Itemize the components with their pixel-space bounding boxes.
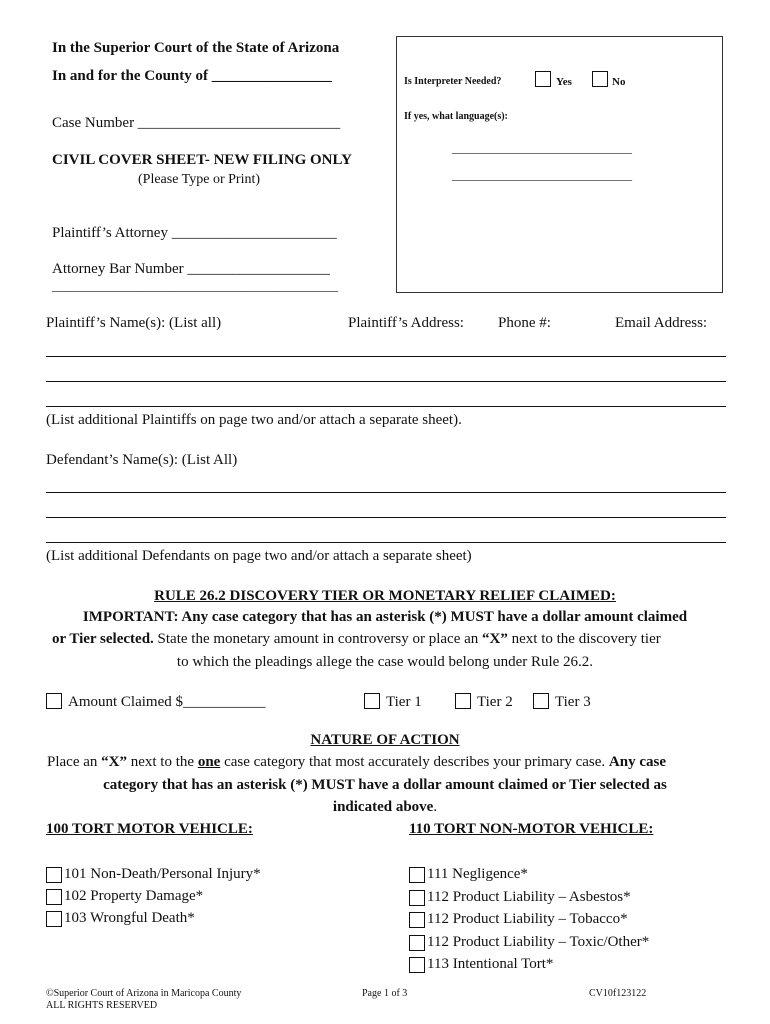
case-category-110-checkbox[interactable]: [409, 867, 425, 883]
nature-line3-bold: indicated above: [332, 799, 434, 815]
rule-line2-x: “X”: [482, 631, 508, 647]
amount-claimed-checkbox[interactable]: [46, 693, 62, 709]
case-category-110-label: 112 Product Liability – Tobacco*: [427, 911, 628, 927]
rule-line3: to which the pleadings allege the case would belong under Rule 26.2.: [176, 654, 594, 670]
interpreter-no-checkbox[interactable]: [592, 71, 608, 87]
amount-claimed-field[interactable]: Amount Claimed $___________: [68, 694, 266, 710]
nature-line1-a: Place an: [47, 754, 102, 770]
nature-line1: [47, 754, 666, 771]
nature-line2: category that has an asterisk (*) MUST have a dollar amount claimed or Tier selected as: [103, 777, 667, 793]
tier2-checkbox[interactable]: [455, 693, 471, 709]
case-category-100-checkbox[interactable]: [46, 889, 62, 905]
case-category-100-label: 101 Non-Death/Personal Injury*: [64, 866, 261, 882]
plaintiff-phone-label: Phone #:: [498, 315, 551, 331]
defendant-names-label: Defendant’s Name(s): (List All): [46, 452, 238, 468]
case-category-100-checkbox[interactable]: [46, 911, 62, 927]
tier2-label: Tier 2: [477, 694, 513, 710]
case-category-110-checkbox[interactable]: [409, 935, 425, 951]
nature-line1-b: next to the: [126, 754, 198, 770]
case-category-100-checkbox[interactable]: [46, 867, 62, 883]
case-number-field[interactable]: Case Number ___________________________: [52, 115, 341, 131]
nature-line3-end: .: [433, 799, 438, 815]
rule-heading: RULE 26.2 DISCOVERY TIER OR MONETARY RELIEF CLAIMED:: [154, 588, 616, 604]
defendant-line-1[interactable]: [46, 492, 726, 493]
defendant-note: (List additional Defendants on page two and/or attach a separate sheet): [46, 548, 472, 564]
defendant-line-3[interactable]: [46, 542, 726, 543]
interpreter-question: Is Interpreter Needed?: [404, 76, 502, 87]
tier3-checkbox[interactable]: [533, 693, 549, 709]
footer-page: Page 1 of 3: [362, 988, 408, 999]
rule-line2: [52, 631, 661, 648]
tier3-label: Tier 3: [555, 694, 591, 710]
interpreter-yes-label: Yes: [556, 76, 572, 88]
form-title: CIVIL COVER SHEET- NEW FILING ONLY: [52, 152, 352, 168]
nature-line1-bold: Any case: [608, 754, 666, 770]
county-field[interactable]: In and for the County of ________________: [52, 68, 332, 84]
nature-line1-one: one: [197, 754, 221, 770]
interpreter-box: [396, 36, 723, 293]
rule-line2-rest: State the monetary amount in controversy or place an: [153, 631, 483, 647]
footer-copyright: ©Superior Court of Arizona in Maricopa County: [46, 988, 242, 999]
footer-form-number: CV10f123122: [589, 988, 647, 999]
case-category-100-label: 103 Wrongful Death*: [64, 910, 195, 926]
nature-line3: [0, 799, 770, 816]
case-category-110-checkbox[interactable]: [409, 957, 425, 973]
case-category-110-label: 113 Intentional Tort*: [427, 956, 554, 972]
form-subtitle: (Please Type or Print): [138, 172, 261, 187]
footer-rights: ALL RIGHTS RESERVED: [46, 1000, 158, 1011]
court-name: In the Superior Court of the State of Arizona: [52, 40, 340, 56]
case-category-110-checkbox[interactable]: [409, 912, 425, 928]
plaintiff-line-3[interactable]: [46, 406, 726, 407]
nature-line1-c: case category that most accurately describes your primary case.: [220, 754, 609, 770]
nature-line1-x: “X”: [101, 754, 127, 770]
section-100-heading: 100 TORT MOTOR VEHICLE:: [46, 821, 253, 837]
rule-important: IMPORTANT: Any case category that has an asterisk (*) MUST have a dollar amount claimed: [82, 609, 688, 625]
tier1-label: Tier 1: [386, 694, 422, 710]
case-category-100-label: 102 Property Damage*: [64, 888, 204, 904]
plaintiff-email-label: Email Address:: [615, 315, 708, 331]
language-question: If yes, what language(s):: [404, 111, 508, 122]
plaintiff-names-label: Plaintiff’s Name(s): (List all): [46, 315, 222, 331]
rule-line2-end: next to the discovery tier: [507, 631, 661, 647]
attorney-bar-extra-line[interactable]: ____________________________________________: [52, 278, 338, 293]
nature-heading: NATURE OF ACTION: [310, 732, 460, 748]
attorney-bar-field[interactable]: Attorney Bar Number ___________________: [52, 261, 330, 277]
case-category-110-label: 112 Product Liability – Asbestos*: [427, 888, 631, 905]
plaintiff-address-label: Plaintiff’s Address:: [348, 315, 464, 331]
case-category-110-label: 111 Negligence*: [427, 866, 528, 882]
case-category-110-checkbox[interactable]: [409, 890, 425, 906]
case-category-110-label: 112 Product Liability – Toxic/Other*: [427, 933, 650, 950]
plaintiff-line-2[interactable]: [46, 381, 726, 382]
tier1-checkbox[interactable]: [364, 693, 380, 709]
section-110-heading: 110 TORT NON-MOTOR VEHICLE:: [409, 821, 654, 837]
language-field-2[interactable]: ______________________________: [452, 168, 632, 182]
rule-line2-bold: or Tier selected.: [52, 631, 154, 647]
plaintiff-line-1[interactable]: [46, 356, 726, 357]
interpreter-no-label: No: [612, 76, 626, 88]
plaintiff-note: (List additional Plaintiffs on page two and/or attach a separate sheet).: [46, 412, 462, 428]
plaintiff-attorney-field[interactable]: Plaintiff’s Attorney ______________________: [52, 225, 337, 241]
defendant-line-2[interactable]: [46, 517, 726, 518]
language-field-1[interactable]: ______________________________: [452, 141, 632, 155]
interpreter-yes-checkbox[interactable]: [535, 71, 551, 87]
